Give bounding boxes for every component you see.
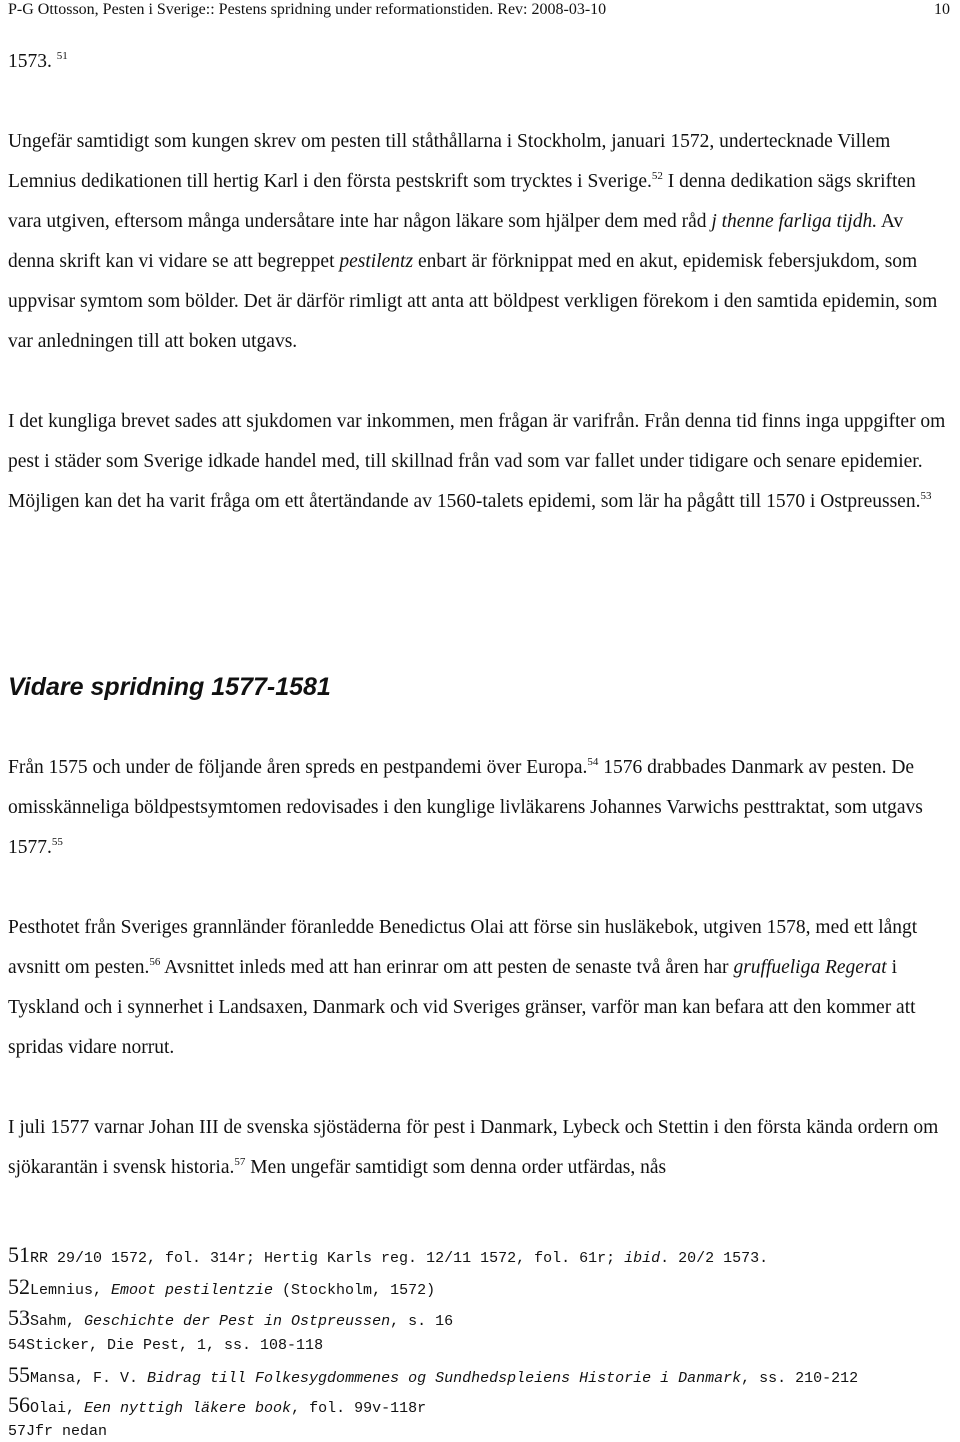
footnote-italic: Geschichte der Pest in Ostpreussen [84, 1313, 391, 1330]
footnote-55 [8, 1364, 953, 1390]
para1-italic-2: pestilentz [339, 251, 414, 272]
body-text-lower [8, 748, 953, 1228]
footnote-ref-53[interactable]: 53 [920, 489, 932, 502]
footnote-53 [8, 1304, 953, 1336]
footnote-text: Mansa, F. V. [30, 1370, 148, 1387]
footnote-italic: Emoot pestilentzie [111, 1282, 274, 1299]
footnote-ref-57[interactable]: 57 [234, 1155, 246, 1168]
footnote-number: 57 [8, 1423, 27, 1440]
para3-text-1: Från 1575 och under de följande åren spreds en pestpandemi över Europa. [8, 757, 588, 778]
footnote-ref-51[interactable]: 51 [56, 49, 68, 62]
paragraph-johan-iii [8, 1108, 953, 1188]
footnote-57 [8, 1422, 953, 1442]
page-number: 10 [934, 1, 950, 18]
paragraph-lemnius [8, 122, 953, 362]
section-heading: Vidare spridning 1577-1581 [8, 673, 331, 701]
footnote-italic: Bidrag till Folkesygdommenes og Sundhedspleiens Historie i Danmark [147, 1370, 742, 1387]
footnote-text: , fol. 99v-118r [291, 1400, 427, 1417]
paragraph-kungliga-brevet [8, 402, 953, 522]
footnote-ref-52[interactable]: 52 [651, 169, 663, 182]
footnote-number: 54 [8, 1337, 27, 1354]
footnote-text: Lemnius, [30, 1282, 112, 1299]
paragraph-pestpandemi [8, 748, 953, 868]
year-text: 1573. [8, 51, 52, 72]
para1-text-2: I denna dedikation sägs skriften vara utgiven, eftersom många undersåtare inte har någon läkare som hjälper dem med råd [8, 171, 916, 232]
para4-text-1: Pesthotet från Sveriges grannländer föranledde Benedictus Olai att förse sin husläkebok, utgiven 1578, med ett långt avsnitt om pesten. [8, 917, 918, 978]
footnote-text: Jfr nedan [26, 1423, 108, 1440]
para1-italic-1: j thenne farliga tijdh. [711, 211, 878, 232]
para4-text-3: i Tyskland och i synnerhet i Landsaxen, Danmark och vid Sveriges gränser, varför man kan befara att den kommer att spridas vidare norrut. [8, 957, 916, 1058]
para1-text-1: Ungefär samtidigt som kungen skrev om pesten till ståthållarna i Stockholm, januari 1572, undertecknade Villem Lemnius dedikationen till hertig Karl i den första pestskrift som trycktes i Sverige. [8, 131, 891, 192]
footnotes [8, 1240, 953, 1442]
footnote-text: Sahm, [30, 1313, 85, 1330]
para3-text-2: 1576 drabbades Danmark av pesten. De omisskänneliga böldpestsymtomen redovisades i den kunglige livläkarens Johannes Varwichs pesttraktat, som utgavs 1577. [8, 757, 923, 858]
footnote-text: (Stockholm, 1572) [273, 1282, 436, 1299]
footnote-ref-55[interactable]: 55 [51, 835, 63, 848]
footnote-number: 55 [8, 1362, 30, 1387]
footnote-text: , ss. 210-212 [741, 1370, 859, 1387]
para1-text-3: Av denna skrift kan vi vidare se att begreppet [8, 211, 904, 272]
footnote-italic: ibid [624, 1250, 661, 1267]
year-line [8, 42, 953, 82]
footnote-number: 56 [8, 1392, 30, 1417]
para1-text-4: enbart är förknippat med en akut, epidemisk febersjukdom, som uppvisar symtom som bölder. Det är därför rimligt att anta att böldpest verkligen förekom i den samtida epidemin, som var anledningen till att boken utgavs. [8, 251, 938, 352]
header-title: P-G Ottosson, Pesten i Sverige:: Pestens spridning under reformationstiden. Rev: 2008-03-10 [8, 1, 607, 18]
footnote-text: , s. 16 [390, 1313, 454, 1330]
body-text-upper [8, 42, 953, 562]
footnote-text: RR 29/10 1572, fol. 314r; Hertig Karls reg. 12/11 1572, fol. 61r; [30, 1250, 625, 1267]
footnote-51 [8, 1240, 953, 1274]
footnote-ref-54[interactable]: 54 [587, 755, 599, 768]
para2-text: I det kungliga brevet sades att sjukdomen var inkommen, men frågan är varifrån. Från denna tid finns inga uppgifter om pest i städer som Sverige idkade handel med, till skillnad från vad som var fallet under tidigare och senare epidemier. Möjligen kan det ha varit fråga om ett återtändande av 1560-talets epidemi, som lär ha pågått till 1570 i Ostpreussen. [8, 411, 946, 512]
footnote-number: 51 [8, 1242, 30, 1267]
para4-text-2: Avsnittet inleds med att han erinrar om att pesten de senaste två åren har [160, 957, 734, 978]
footnote-56 [8, 1392, 953, 1422]
footnote-ref-56[interactable]: 56 [149, 955, 161, 968]
footnote-text: Sticker, Die Pest, 1, ss. 108-118 [26, 1337, 324, 1354]
paragraph-benedictus-olai [8, 908, 953, 1068]
footnote-italic: Een nyttigh läkere book [84, 1400, 292, 1417]
footnote-number: 53 [8, 1305, 30, 1330]
para4-italic: gruffueliga Regerat [733, 957, 887, 978]
footnote-text: Olai, [30, 1400, 85, 1417]
footnote-number: 52 [8, 1274, 30, 1299]
para5-text-1: I juli 1577 varnar Johan III de svenska sjöstäderna för pest i Danmark, Lybeck och Stettin i den första kända ordern om sjökarantän i svensk historia. [8, 1117, 939, 1178]
footnote-52 [8, 1274, 953, 1304]
footnote-text: . 20/2 1573. [660, 1250, 769, 1267]
footnote-54 [8, 1336, 953, 1356]
page-header [8, 0, 950, 20]
para5-text-2: Men ungefär samtidigt som denna order utfärdas, nås [245, 1157, 667, 1178]
